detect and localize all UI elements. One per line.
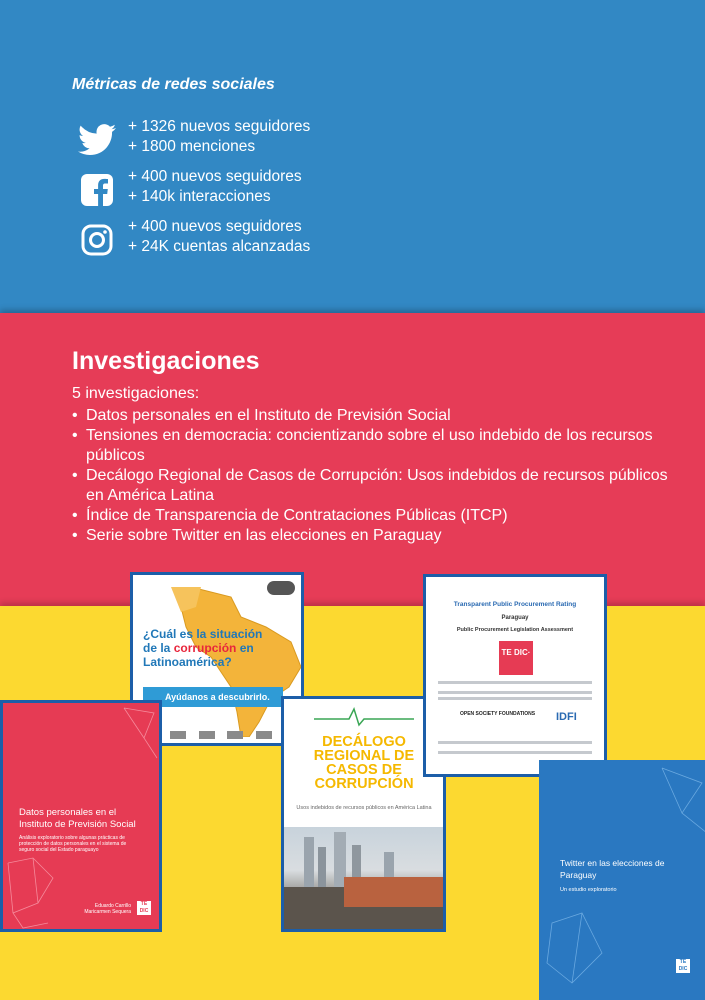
pulse-line-icon (314, 707, 414, 727)
twitter-icon (76, 119, 118, 161)
cover-corrupcion-line1: ¿Cuál es la situación (143, 627, 263, 641)
social-metrics-title: Métricas de redes sociales (72, 76, 275, 93)
idfi-logo: IDFI (556, 711, 577, 723)
cover-corrupcion-highlight: corrupción (173, 641, 237, 655)
twitter-mentions: + 1800 menciones (128, 138, 256, 155)
instagram-icon (76, 219, 118, 261)
osf-logo: OPEN SOCIETY FOUNDATIONS (460, 711, 536, 717)
list-item: • Índice de Transparencia de Contrataciones Públicas (ITCP) (72, 506, 672, 526)
cover-rating-title: Transparent Public Procurement Rating (453, 601, 577, 608)
list-item: • Tensiones en democracia: concientizando sobre el uso indebido de los recursos públicos (72, 426, 672, 466)
network-pattern-icon (119, 703, 159, 763)
facebook-icon (76, 169, 118, 211)
cover-tedic-rating (423, 574, 607, 777)
investigaciones-list (72, 406, 672, 546)
tedic-logo: TE DIC (676, 959, 690, 973)
network-pattern-icon (3, 853, 63, 932)
list-item: • Serie sobre Twitter en las elecciones en Paraguay (72, 526, 672, 546)
cover-corrupcion-line2c: en (236, 641, 254, 655)
instagram-followers: + 400 nuevos seguidores (128, 218, 302, 235)
list-item: • Decálogo Regional de Casos de Corrupción: Usos indebidos de recursos públicos en América Latina (72, 466, 672, 506)
badge-icon (267, 581, 295, 595)
cover-twitter-elecciones (539, 760, 705, 1000)
city-photo (284, 827, 446, 932)
cover-corrupcion-line2a: de la (143, 641, 174, 655)
cover-datos-title: Datos personales en el Instituto de Previsión Social (19, 807, 136, 830)
instagram-metrics (76, 217, 310, 261)
list-item: • Datos personales en el Instituto de Previsión Social (72, 406, 672, 426)
cover-rating-assessment: Public Procurement Legislation Assessment (456, 627, 574, 633)
instagram-reach: + 24K cuentas alcanzadas (128, 238, 311, 255)
cover-datos-authors: Eduardo Carrillo Maricarmen Sequera (84, 903, 131, 915)
cover-corrupcion-banner: Ayúdanos a descubrirlo. (143, 687, 283, 707)
twitter-followers: + 1326 nuevos seguidores (128, 118, 311, 135)
investigaciones-title: Investigaciones (72, 347, 260, 375)
cover-datos-personales (0, 700, 162, 932)
cover-decalogo (281, 696, 446, 932)
investigaciones-count: 5 investigaciones: (72, 385, 200, 402)
partner-logos (141, 731, 301, 739)
tedic-logo: TE DIC (137, 901, 151, 915)
cover-rating-country: Paraguay (501, 615, 529, 621)
facebook-interactions: + 140k interacciones (128, 188, 271, 205)
cover-decalogo-subtitle: Usos indebidos de recursos públicos en América Latina (296, 805, 432, 811)
facebook-followers: + 400 nuevos seguidores (128, 168, 302, 185)
cover-datos-subtitle: Análisis exploratorio sobre algunas prácticas de protección de datos personales en el sistema de seguro social del Estado paraguayo (19, 835, 127, 853)
cover-corrupcion-line3: Latinoamérica? (143, 655, 232, 669)
tedic-logo: TE DIC· (499, 641, 533, 675)
cover-twitter-title: Twitter en las elecciones de Paraguay (560, 858, 665, 880)
twitter-metrics (76, 117, 310, 161)
cover-decalogo-title: DECÁLOGO REGIONAL DE CASOS DE CORRUPCIÓN (313, 734, 415, 792)
facebook-metrics (76, 167, 302, 211)
cover-twitter-subtitle: Un estudio exploratorio (560, 887, 617, 893)
